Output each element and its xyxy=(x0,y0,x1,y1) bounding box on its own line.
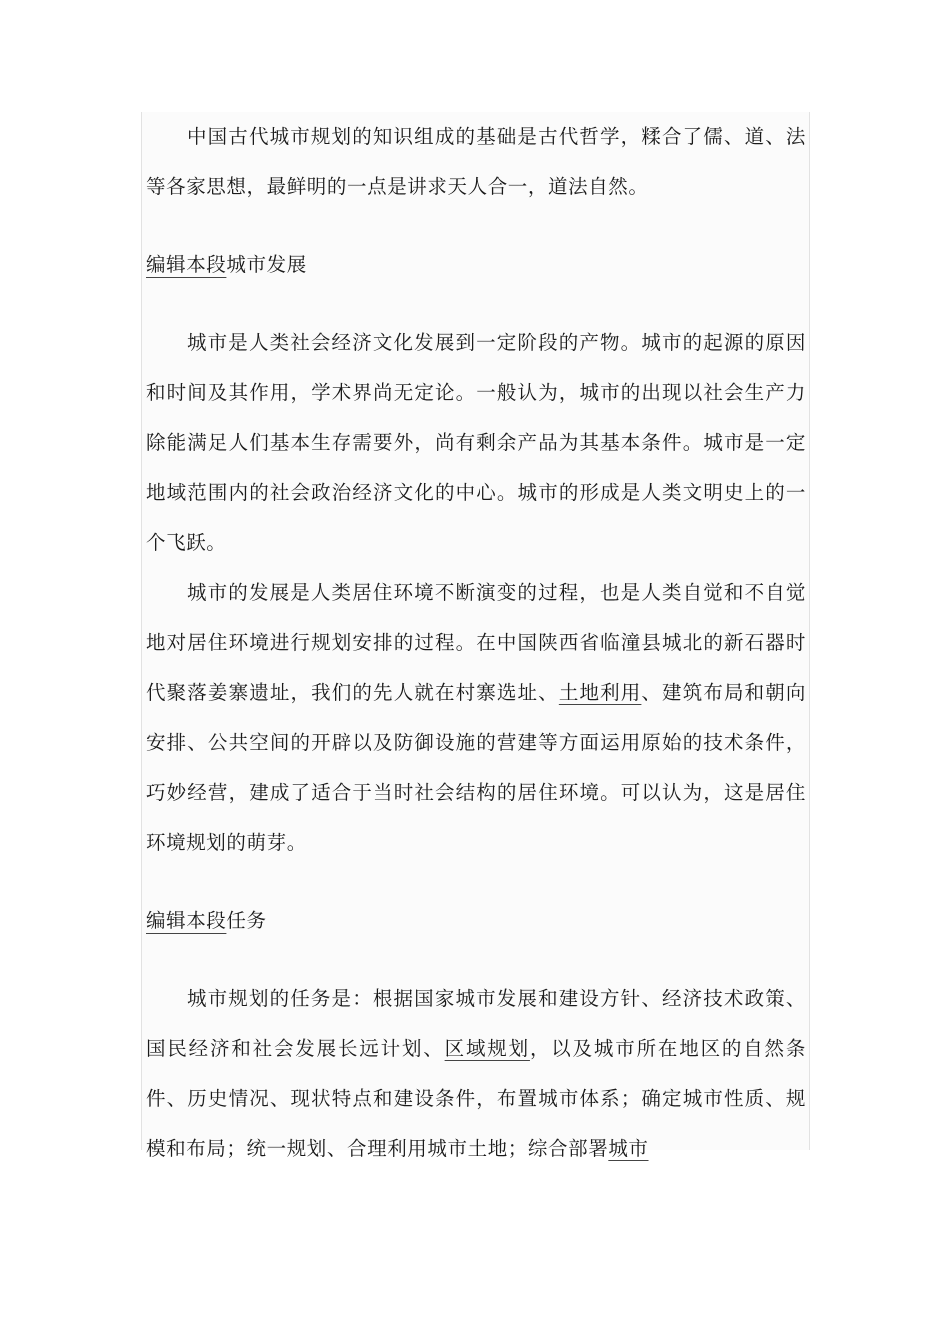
edit-section-link[interactable]: 编辑本段 xyxy=(146,253,227,276)
paragraph-text: 城市的发展是人类居住环境不断演变的过程，也是人类自觉和不自觉地对居住环境进行规划安排的过程。在中国陕西省临潼县城北的新石器时代聚落姜寨遗址，我们的先人就在村寨选址、 xyxy=(146,581,806,704)
intro-paragraph xyxy=(146,112,806,212)
intro-text: 中国古代城市规划的知识组成的基础是古代哲学，糅合了儒、道、法等各家思想，最鲜明的一点是讲求天人合一，道法自然。 xyxy=(146,125,806,198)
city-origin-paragraph xyxy=(146,318,806,568)
section-heading-tasks xyxy=(146,896,806,946)
article-content xyxy=(146,112,806,1174)
planning-tasks-paragraph xyxy=(146,974,806,1174)
section-heading-city-development xyxy=(146,240,806,290)
land-use-link[interactable]: 土地利用 xyxy=(558,681,642,704)
paragraph-text: 、建筑布局和朝向安排、公共空间的开辟以及防御设施的营建等方面运用原始的技术条件，巧妙经营，建成了适合于当时社会结构的居住环境。可以认为，这是居住环境规划的萌芽。 xyxy=(146,681,806,854)
city-development-paragraph xyxy=(146,568,806,868)
edit-section-link[interactable]: 编辑本段 xyxy=(146,909,227,932)
paragraph-text: 城市是人类社会经济文化发展到一定阶段的产物。城市的起源的原因和时间及其作用，学术界尚无定论。一般认为，城市的出现以社会生产力除能满足人们基本生存需要外，尚有剩余产品为其基本条件。城市是一定地域范围内的社会政治经济文化的中心。城市的形成是人类文明史上的一个飞跃。 xyxy=(146,331,806,554)
section-title: 任务 xyxy=(226,909,267,932)
regional-planning-link[interactable]: 区域规划 xyxy=(444,1037,530,1060)
section-title: 城市发展 xyxy=(226,253,307,276)
paragraph-text: 城市规划的任务是：根据国家城市发展和建设方针、经济技术政策、国民经济和社会发展长远计划、 xyxy=(146,987,806,1060)
document-page xyxy=(141,112,810,1160)
paragraph-text: ，以及城市所在地区的自然条件、历史情况、现状特点和建设条件，布置城市体系；确定城市性质、规模和布局；统一规划、合理利用城市土地；综合部署 xyxy=(146,1037,806,1160)
city-link[interactable]: 城市 xyxy=(608,1137,649,1160)
